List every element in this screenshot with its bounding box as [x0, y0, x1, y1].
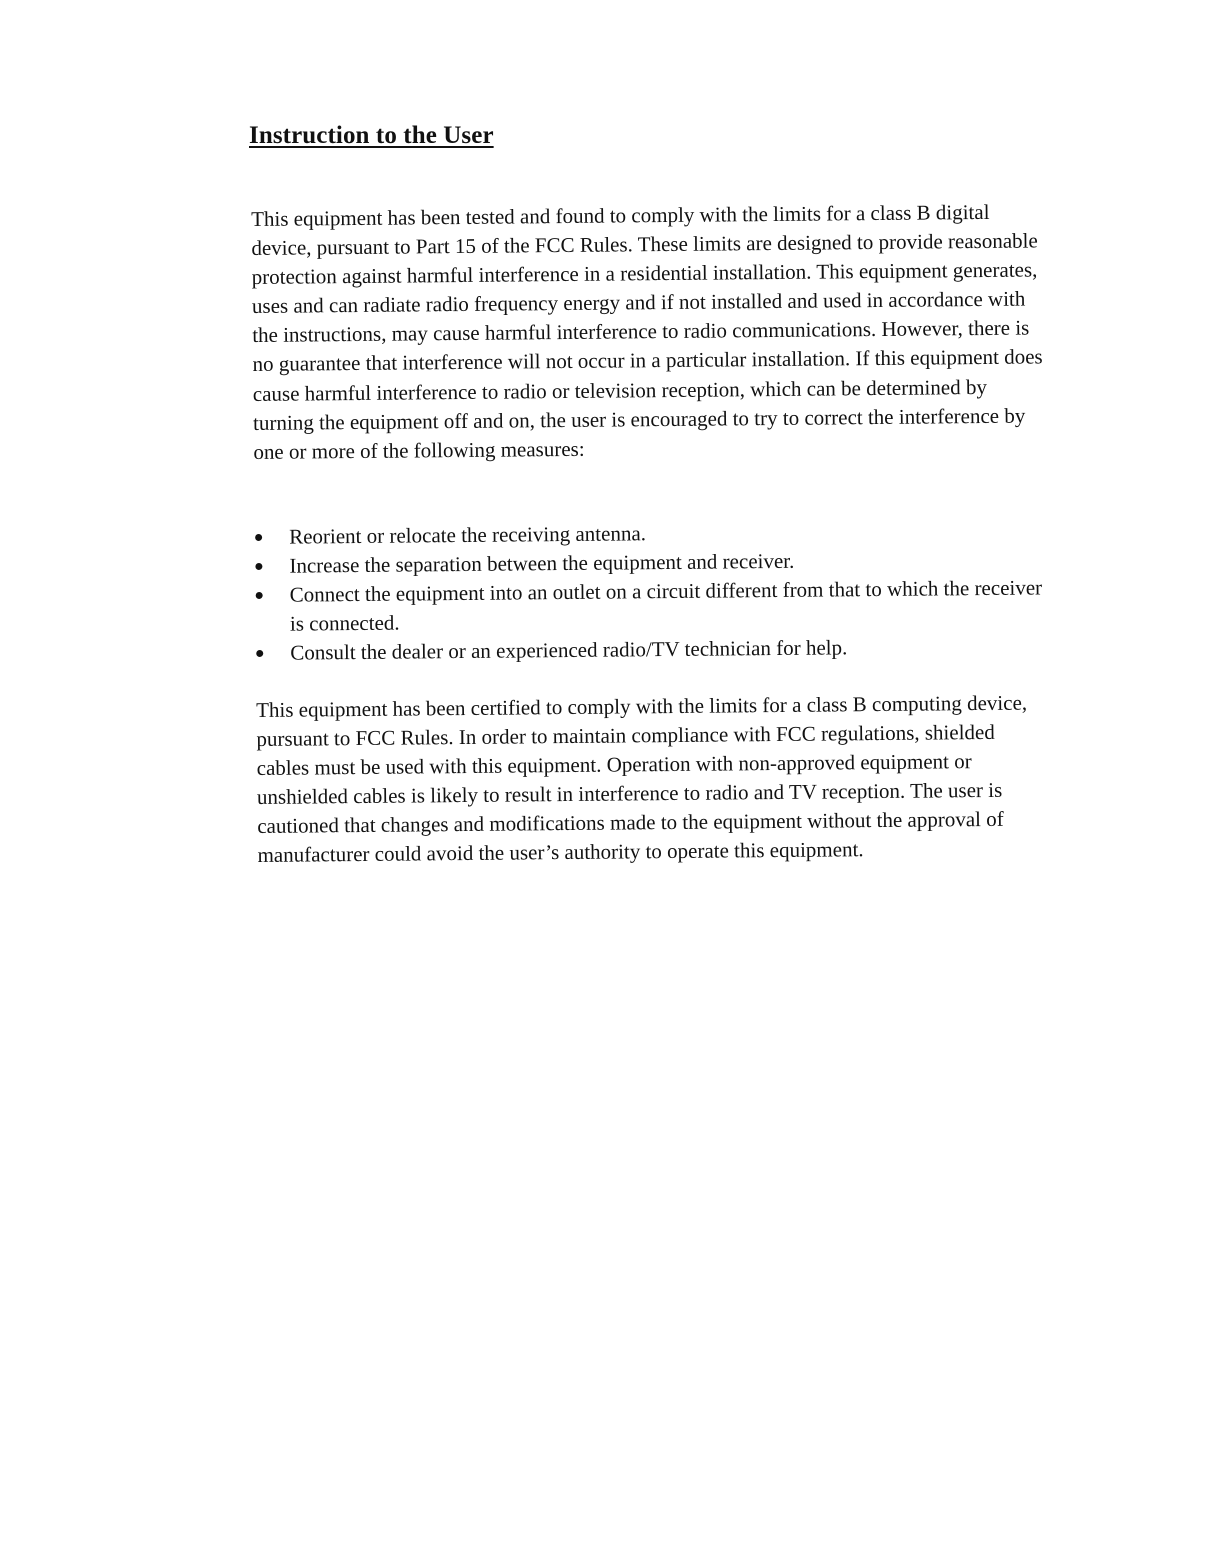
fcc-compliance-paragraph: This equipment has been tested and found to comply with the limits for a class B digital device, pursuant to Part 15 of the FCC Rules. These limits are designed to provide reasonable protection against harmful interference in a residential installation. This equipment generates, uses and can radiate radio frequency energy and if not installed and used in accordance with the instructions, may cause harmful interference to radio communications. However, there is no guarantee that interference will not occur in a particular installation. If this equipment does cause harmful interference to radio or television reception, which can be determined by turning the equipment off and on, the user is encouraged to try to correct the interference by one or more of the following measures:: [251, 199, 1043, 464]
bullet-icon: [256, 650, 263, 657]
certification-paragraph: This equipment has been certified to comply with the limits for a class B computing device, pursuant to FCC Rules. In order to maintain compliance with FCC regulations, shielded cables must be used with this equipment. Operation with non-approved equipment or unshielded cables is likely to result in interference to radio and TV reception. The user is cautioned that changes and modifications made to the equipment without the approval of manufacturer could avoid the user’s authority to operate this equipment.: [256, 690, 1028, 868]
bullet-icon: [256, 592, 263, 599]
measure-text: Consult the dealer or an experienced radio/TV technician for help.: [290, 635, 848, 665]
bullet-icon: [255, 563, 262, 570]
measure-text: Reorient or relocate the receiving antenna.: [289, 521, 647, 549]
list-item: [254, 573, 1045, 639]
list-item: [254, 631, 1044, 668]
measure-text: Connect the equipment into an outlet on a circuit different from that to which the receiver is connected.: [289, 575, 1043, 636]
measure-text: Increase the separation between the equipment and receiver.: [289, 548, 795, 578]
bullet-icon: [255, 534, 262, 541]
measures-list: [253, 515, 1044, 668]
page-title: Instruction to the User: [249, 122, 494, 149]
